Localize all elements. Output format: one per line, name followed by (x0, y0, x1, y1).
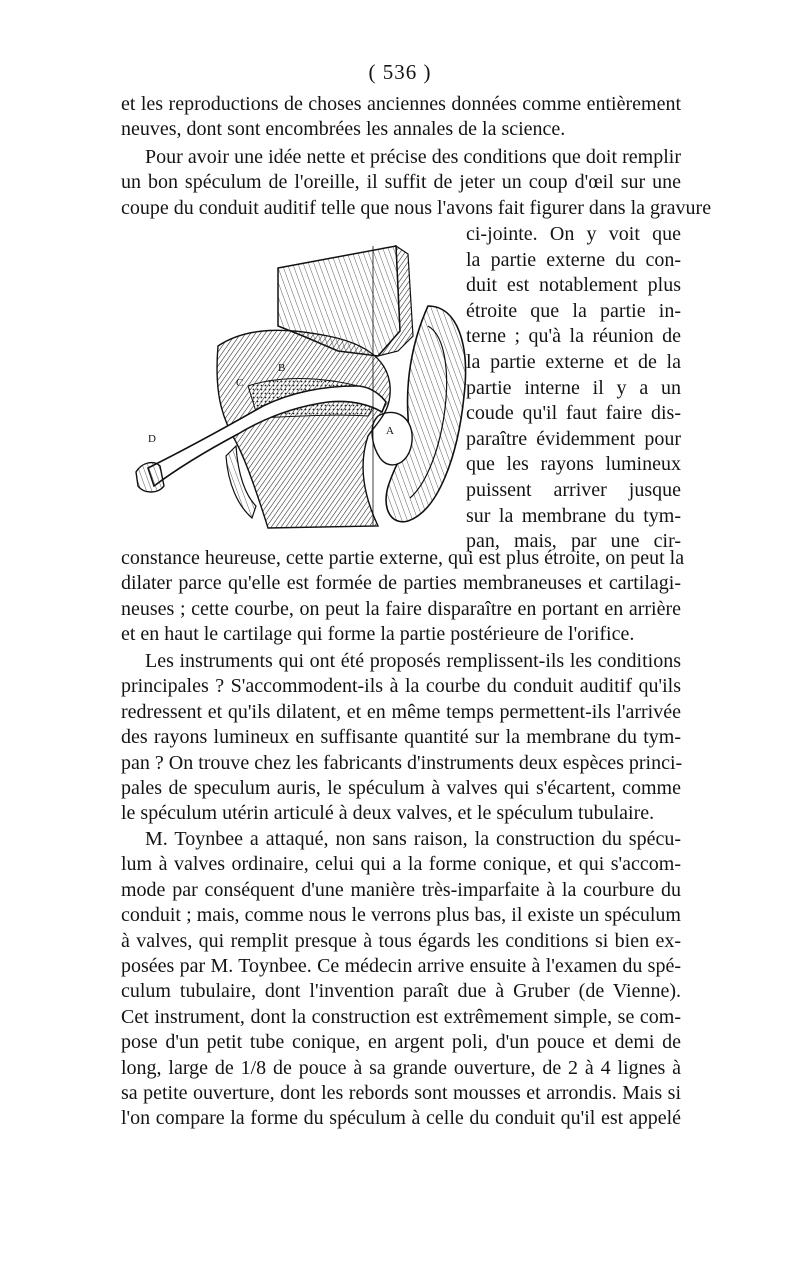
text-line: le spéculum utérin articulé à deux valves, et le spéculum tubulaire. (121, 802, 655, 825)
text-line: et en haut le cartilage qui forme la partie postérieure de l'orifice. (121, 623, 635, 646)
paragraph-1 (121, 92, 681, 143)
text-line: dilater parce qu'elle est formée de parties membraneuses et cartilagi- (121, 572, 681, 595)
text-line: étroite que la partie in- (466, 299, 681, 322)
text-line: pales de speculum auris, le spéculum à valves qui s'écartent, comme (121, 776, 681, 799)
text-line: ci-jointe. On y voit que (466, 223, 681, 245)
text-line: la partie externe et de la (466, 350, 681, 373)
text-line: paraître évidemment pour (466, 427, 681, 450)
paragraph-2-top (121, 145, 712, 221)
text-line: partie interne il y a un (466, 376, 681, 399)
text-line: M. Toynbee a attaqué, non sans raison, la construction du spécu- (145, 828, 681, 850)
figure-label-c: C (236, 377, 244, 389)
text-line: pan, mais, par une cir- (466, 530, 681, 553)
canal-opening (136, 463, 164, 492)
text-line: long, large de 1/8 de pouce à sa grande ouverture, de 2 à 4 lignes à (121, 1056, 681, 1079)
text-line: mode par conséquent d'une manière très-imparfaite à la courbure du (121, 878, 681, 901)
text-line: pan ? On trouve chez les fabricants d'instruments deux espèces princi- (121, 751, 683, 774)
text-line: l'on compare la forme du spéculum à celle du conduit qu'il est appelé (121, 1107, 681, 1130)
text-line: constance heureuse, cette partie externe, qui est plus étroite, on peut la (121, 547, 685, 569)
figure-label-b: B (278, 362, 286, 374)
text-line: lum à valves ordinaire, celui qui a la forme conique, et qui s'accom- (121, 853, 681, 876)
text-line: neuves, dont sont encombrées les annales de la science. (121, 118, 566, 141)
text-line: puissent arriver jusque (466, 478, 681, 501)
page-number: ( 536 ) (368, 60, 432, 84)
text-line: sur la membrane du tym- (466, 504, 681, 527)
text-line: conduit ; mais, comme nous le verrons plus bas, il existe un spéculum (121, 904, 681, 927)
text-line: principales ? S'accommodent-ils à la courbe du conduit auditif qu'ils (121, 675, 681, 698)
text-line: un bon spéculum de l'oreille, il suffit de jeter un coup d'œil sur une (121, 171, 681, 194)
paragraph-3 (121, 649, 681, 827)
text-line: des rayons lumineux en suffisante quantité sur la membrane du tym- (121, 726, 681, 749)
text-line: coupe du conduit auditif telle que nous l'avons fait figurer dans la gravure (121, 196, 712, 219)
text-line: sa petite ouverture, dont les rebords sont mousses et arrondis. Mais si (121, 1081, 681, 1104)
text-line: et les reproductions de choses anciennes données comme entièrement (121, 93, 681, 115)
text-line: à valves, qui remplit presque à tous égards les conditions si bien ex- (121, 929, 681, 952)
paragraph-2-bottom (121, 546, 685, 648)
text-line: la partie externe du con- (466, 248, 681, 271)
text-line: culum tubulaire, dont l'invention paraît due à Gruber (de Vienne). (121, 980, 681, 1003)
text-line: que les rayons lumineux (466, 453, 681, 476)
text-line: Les instruments qui ont été proposés remplissent-ils les conditions (145, 650, 681, 672)
text-line: posées par M. Toynbee. Ce médecin arrive ensuite à l'examen du spé- (121, 954, 681, 977)
text-line: terne ; qu'à la réunion de (466, 325, 681, 348)
text-line: pose d'un petit tube conique, en argent poli, d'un pouce et demi de (121, 1031, 681, 1054)
text-line: neuses ; cette courbe, on peut la faire disparaître en portant en arrière (121, 597, 681, 620)
paragraph-2-side-column (466, 222, 681, 555)
text-line: Pour avoir une idée nette et précise des conditions que doit remplir (145, 146, 681, 168)
text-line: Cet instrument, dont la construction est extrêmement simple, se com- (121, 1005, 681, 1028)
figure-label-a: A (386, 425, 394, 437)
figure-label-d: D (148, 433, 156, 445)
ear-canal-engraving-svg (128, 236, 468, 536)
ear-canal-engraving (128, 236, 468, 536)
text-line: redressent et qu'ils dilatent, et en même temps permettent-ils l'arrivée (121, 700, 681, 723)
paragraph-4 (121, 827, 681, 1132)
text-line: coude qu'il faut faire dis- (466, 402, 681, 425)
text-line: duit est notablement plus (466, 274, 681, 297)
